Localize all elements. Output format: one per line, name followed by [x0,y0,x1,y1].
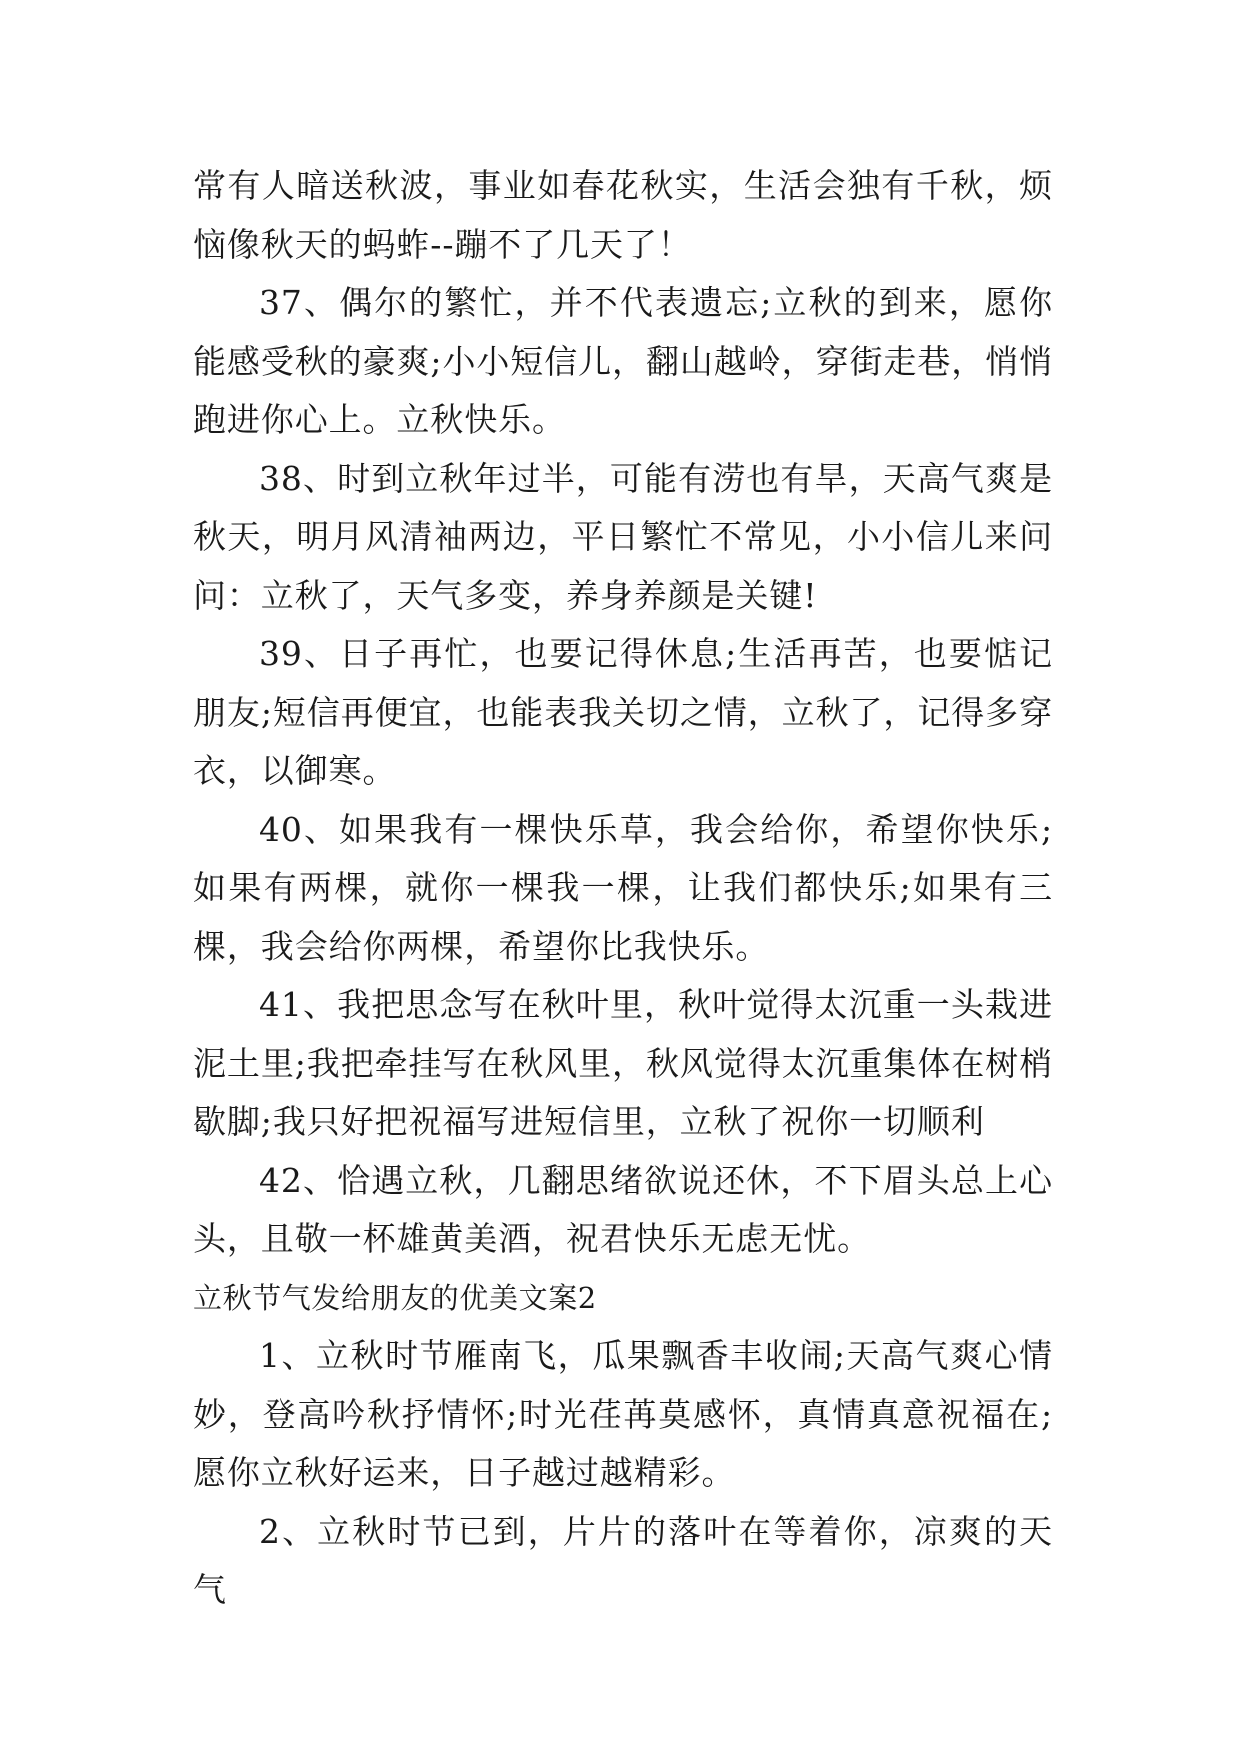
paragraph-37: 37、偶尔的繁忙，并不代表遗忘;立秋的到来，愿你能感受秋的豪爽;小小短信儿，翻山越岭，穿街走巷，悄悄跑进你心上。立秋快乐。 [193,283,1053,439]
paragraph-38: 38、时到立秋年过半，可能有涝也有旱，天高气爽是秋天，明月风清袖两边，平日繁忙不常见，小小信儿来问问：立秋了，天气多变，养身养颜是关键! [193,458,1053,615]
paragraph-41: 41、我把思念写在秋叶里，秋叶觉得太沉重一头栽进泥土里;我把牵挂写在秋风里，秋风觉得太沉重集体在树梢歇脚;我只好把祝福写进短信里，立秋了祝你一切顺利 [193,985,1053,1141]
document-body [193,157,1053,1620]
paragraph-2: 2、立秋时节已到，片片的落叶在等着你，凉爽的天气 [193,1511,1053,1609]
paragraph-continued: 常有人暗送秋波，事业如春花秋实，生活会独有千秋，烦恼像秋天的蚂蚱--蹦不了几天了！ [193,166,1053,264]
section-heading: 立秋节气发给朋友的优美文案2 [193,1280,597,1315]
paragraph-42: 42、恰遇立秋，几翻思绪欲说还休，不下眉头总上心头，且敬一杯雄黄美酒，祝君快乐无虑无忧。 [193,1160,1053,1258]
paragraph-39: 39、日子再忙，也要记得休息;生活再苦，也要惦记朋友;短信再便宜，也能表我关切之情，立秋了，记得多穿衣，以御寒。 [193,634,1053,790]
paragraph-1: 1、立秋时节雁南飞，瓜果飘香丰收闹;天高气爽心情妙，登高吟秋抒情怀;时光荏苒莫感怀，真情真意祝福在;愿你立秋好运来，日子越过越精彩。 [193,1336,1053,1492]
paragraph-40: 40、如果我有一棵快乐草，我会给你，希望你快乐;如果有两棵，就你一棵我一棵，让我们都快乐;如果有三棵，我会给你两棵，希望你比我快乐。 [193,809,1053,966]
